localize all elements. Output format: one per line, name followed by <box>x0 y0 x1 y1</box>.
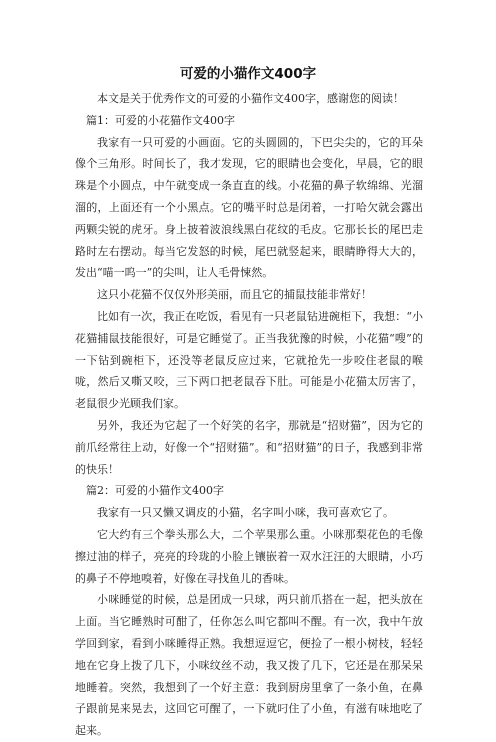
document-body <box>75 88 423 742</box>
body-paragraph: 这只小花猫不仅仅外形美丽，而且它的捕鼠技能非常好！ <box>97 288 372 302</box>
body-paragraph: 它大约有三个拳头那么大，二个苹果那么重。小咪那梨花色的毛像擦过油的样子，亮亮的玲珑的小脸上镶嵌着一双水汪汪的大眼睛，小巧的鼻子不停地嗅着，好像在寻找鱼儿的香味。 <box>75 527 423 585</box>
body-paragraph: 我家有一只又懒又调皮的小猫，名字叫小咪，我可喜欢它了。 <box>97 506 394 520</box>
intro-paragraph: 本文是关于优秀作文的可爱的小猫作文400字，感谢您的阅读！ <box>97 92 404 105</box>
body-paragraph: 比如有一次，我正在吃饭，看见有一只老鼠钻进碗柜下，我想：“小花猫捕鼠技能很好，可是它睡觉了。正当我犹豫的时候，小花猫“嗖”的一下钻到碗柜下，还没等老鼠反应过来，它就抢先一步咬住老鼠的喉咙，然后又嘶又咬，三下两口把老鼠吞下肚。可能是小花猫太厉害了，老鼠很少光顾我们家。 <box>75 309 423 411</box>
body-paragraph: 我家有一只可爱的小画面。它的头圆圆的，下巴尖尖的，它的耳朵像个三角形。时间长了，我才发现，它的眼睛也会变化，早晨，它的眼珠是个小圆点，中午就变成一条直直的线。小花猫的鼻子软绵绵、光溜溜的，上面还有一个小黑点。它的嘴平时总是闭着，一打哈欠就会露出两颗尖锐的虎牙。身上披着波浪线黑白花纹的毛皮。它那长长的尾巴走路时左右摆动。每当它发怒的时候，尾巴就竖起来，眼睛睁得大大的，发出“喵一呜一”的尖叫，让人毛骨悚然。 <box>75 135 423 280</box>
document-title: 可爱的小猫作文400字 <box>179 66 317 82</box>
body-paragraph: 小咪睡觉的时候，总是团成一只球，两只前爪搭在一起，把头放在上面。当它睡熟时可酣了，任你怎么叫它都叫不醒。有一次，我中午放学回到家，看到小咪睡得正熟。我想逗逗它，便捡了一根小树枝，轻轻地在它身上拨了几下，小咪纹丝不动，我又拨了几下，它还是在那呆呆地睡着。突然，我想到了一个好主意：我到厨房里拿了一条小鱼，在鼻子跟前晃来晃去，这回它可醒了，一下就叼住了小鱼，有滋有味地吃了起来。 <box>75 593 423 738</box>
section-heading-1: 篇1：可爱的小花猫作文400字 <box>86 113 235 127</box>
section-heading-2: 篇2：可爱的小猫作文400字 <box>86 484 224 498</box>
body-paragraph: 另外，我还为它起了一个好笑的名字，那就是“招财猫”，因为它的前爪经常往上动，好像一个“招财猫”。和“招财猫”的日子，我感到非常的快乐！ <box>75 418 423 476</box>
